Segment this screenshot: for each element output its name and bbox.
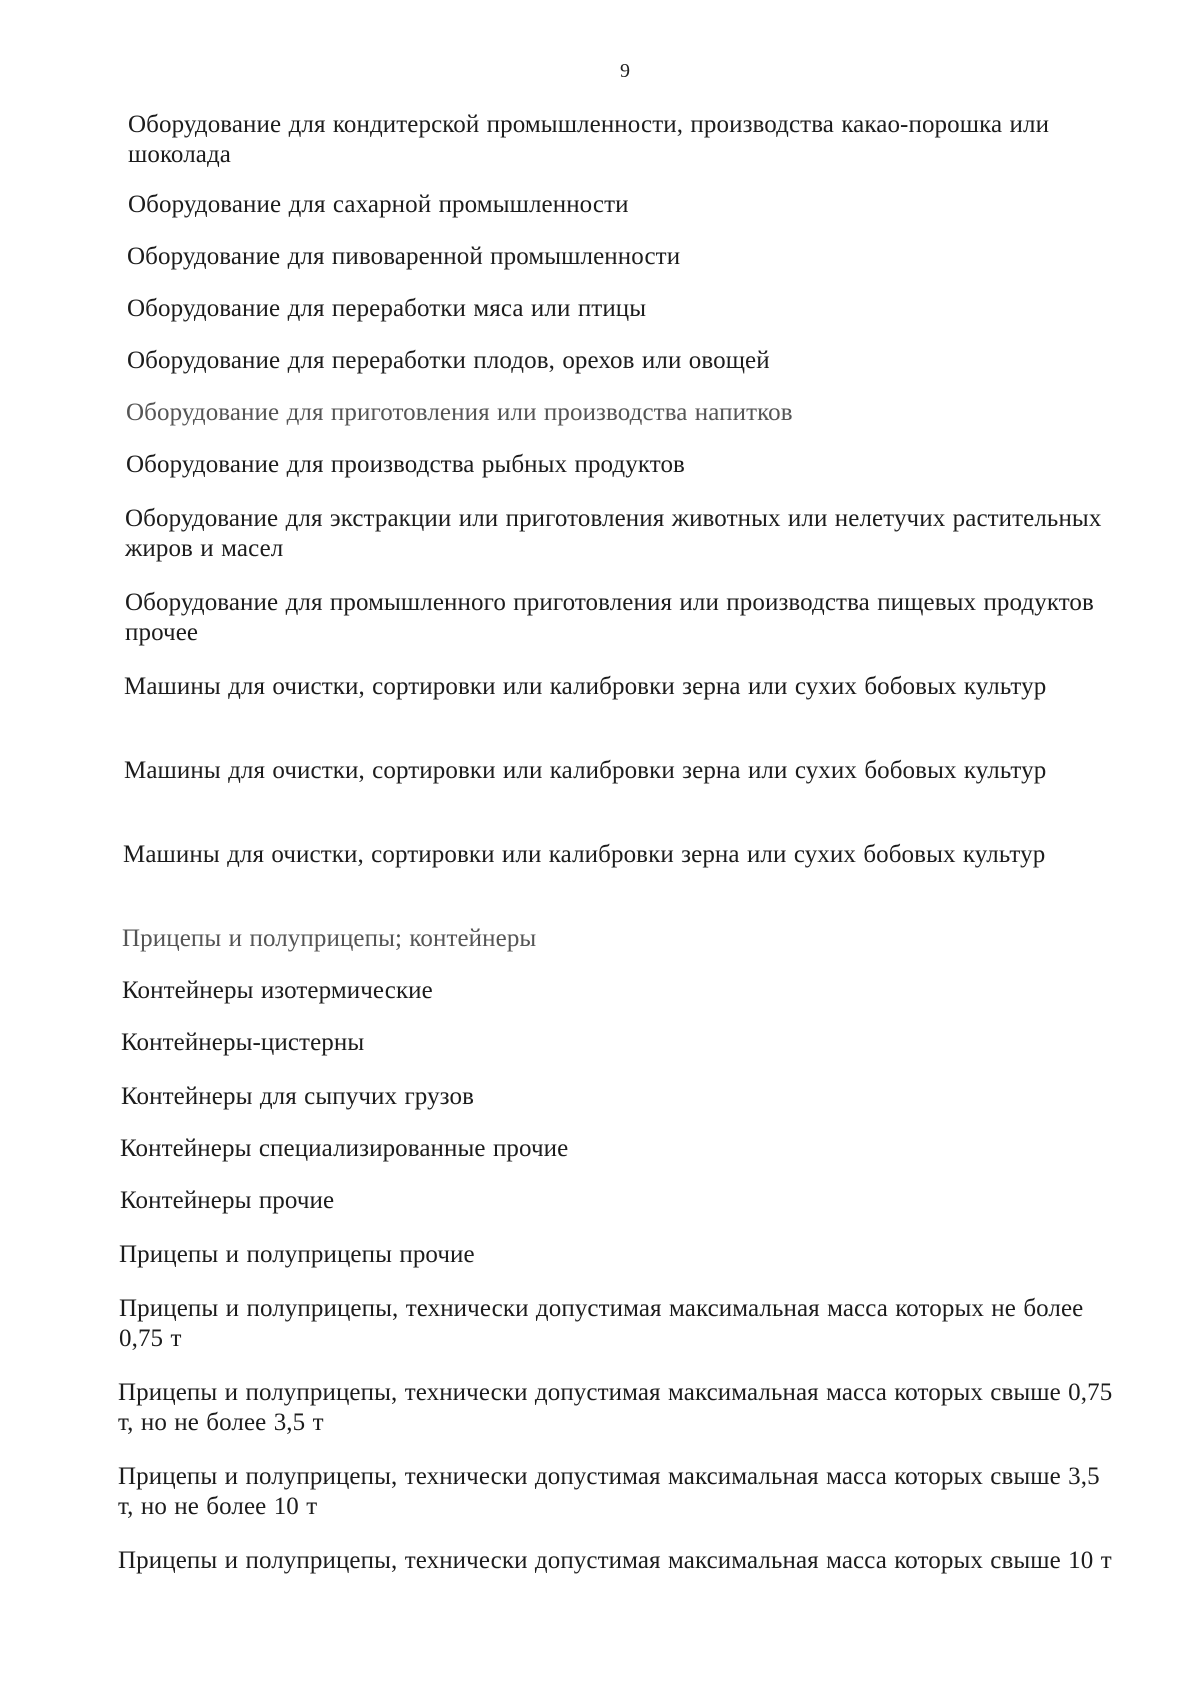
list-item: Контейнеры прочие [120, 1187, 335, 1214]
list-item: Оборудование для промышленного приготовления или производства пищевых продуктов прочее [125, 589, 1094, 646]
list-item: Машины для очистки, сортировки или калибровки зерна или сухих бобовых культур [124, 757, 1047, 784]
list-item: Оборудование для пивоваренной промышленности [127, 243, 681, 270]
list-item: Оборудование для экстракции или приготовления животных или нелетучих растительных жиров и масел [125, 505, 1102, 562]
list-item: Оборудование для приготовления или производства напитков [126, 399, 793, 426]
list-item: Контейнеры специализированные прочие [120, 1135, 569, 1162]
list-item: Оборудование для кондитерской промышленности, производства какао-порошка или шоколада [128, 111, 1050, 168]
list-item: Оборудование для переработки мяса или птицы [127, 295, 647, 322]
list-item: Контейнеры изотермические [122, 977, 433, 1004]
page-number: 9 [620, 60, 630, 82]
list-item: Машины для очистки, сортировки или калибровки зерна или сухих бобовых культур [123, 841, 1046, 868]
list-item: Прицепы и полуприцепы, технически допустимая максимальная масса которых свыше 10 т [118, 1547, 1112, 1574]
list-item: Оборудование для переработки плодов, орехов или овощей [127, 347, 770, 374]
list-item: Прицепы и полуприцепы, технически допустимая максимальная масса которых свыше 3,5 т, но не более 10 т [118, 1463, 1100, 1520]
list-item: Оборудование для производства рыбных продуктов [126, 451, 685, 478]
list-item: Прицепы и полуприцепы, технически допустимая максимальная масса которых не более 0,75 т [119, 1295, 1084, 1352]
list-item: Контейнеры для сыпучих грузов [121, 1083, 475, 1110]
list-item: Прицепы и полуприцепы, технически допустимая максимальная масса которых свыше 0,75 т, но не более 3,5 т [118, 1379, 1113, 1436]
list-item: Прицепы и полуприцепы; контейнеры [122, 925, 537, 952]
list-item: Контейнеры-цистерны [121, 1029, 365, 1056]
list-item: Оборудование для сахарной промышленности [128, 191, 629, 218]
list-item: Машины для очистки, сортировки или калибровки зерна или сухих бобовых культур [124, 673, 1047, 700]
list-item: Прицепы и полуприцепы прочие [119, 1241, 475, 1268]
